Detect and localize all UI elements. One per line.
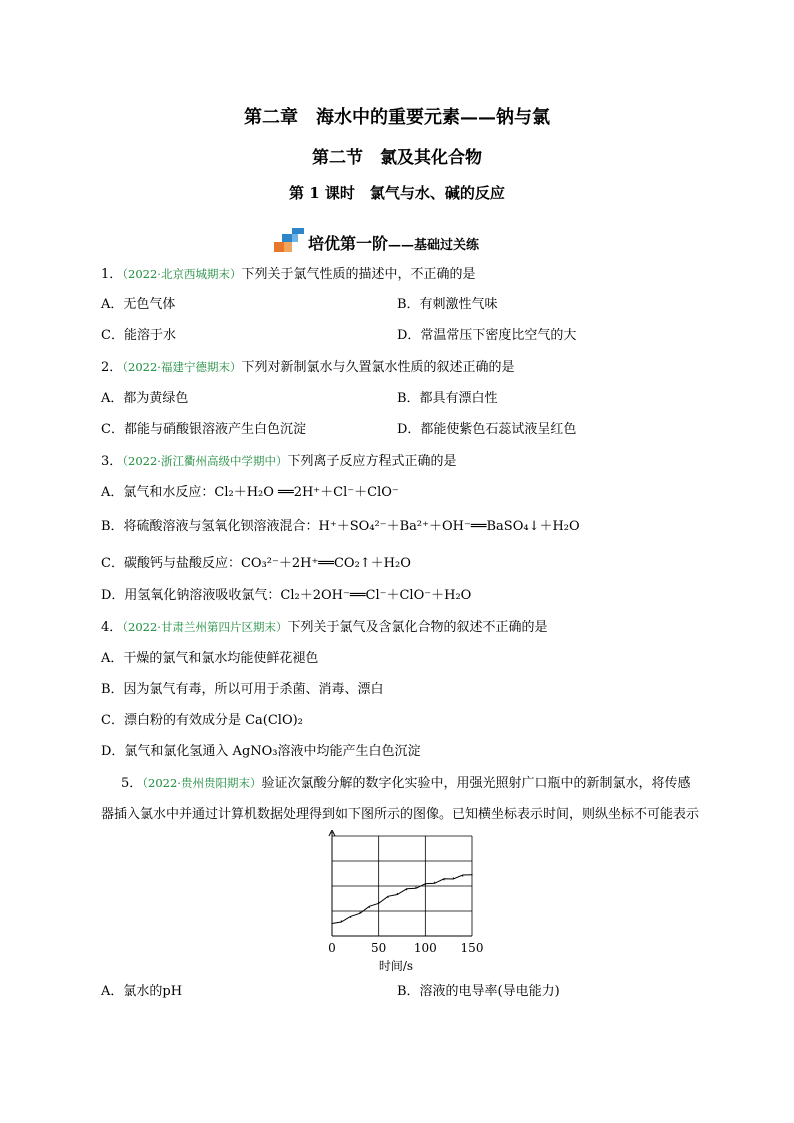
data-point bbox=[415, 887, 416, 888]
banner-main: 培优第一阶 bbox=[308, 234, 389, 253]
data-point bbox=[443, 879, 444, 880]
question-num: 2． bbox=[101, 360, 123, 375]
option-c[interactable]: C．都能与硝酸银溶液产生白色沉淀 bbox=[101, 422, 306, 437]
question-text: 下列关于氯气及含氯化合物的叙述不正确的是 bbox=[287, 620, 548, 635]
question-4-stem bbox=[101, 619, 547, 636]
option-d[interactable]: D．用氢氧化钠溶液吸收氯气：Cl₂＋2OH⁻══Cl⁻＋ClO⁻＋H₂O bbox=[101, 588, 472, 603]
question-text: 下列关于氯气性质的描述中，不正确的是 bbox=[241, 267, 476, 282]
question-source: （2022·浙江衢州高级中学期中） bbox=[122, 454, 288, 468]
question-num: 1． bbox=[101, 267, 123, 282]
line-chart bbox=[318, 830, 498, 975]
data-point bbox=[425, 884, 426, 885]
lesson-title: 第 1 课时 氯气与水、碱的反应 bbox=[289, 184, 505, 202]
banner-sub: ——基础过关练 bbox=[388, 238, 480, 253]
question-2-stem bbox=[101, 359, 514, 376]
section-banner-label bbox=[308, 231, 479, 254]
question-text: 验证次氯酸分解的数字化实验中，用强光照射广口瓶中的新制氯水，将传感 bbox=[261, 776, 691, 791]
question-1-stem bbox=[101, 266, 475, 283]
chapter-title: 第二章 海水中的重要元素——钠与氯 bbox=[244, 107, 550, 128]
data-point bbox=[341, 920, 342, 921]
x-tick-label: 50 bbox=[371, 941, 387, 955]
data-point bbox=[471, 874, 472, 875]
question-3-stem bbox=[101, 453, 456, 470]
question-num: 3． bbox=[101, 454, 123, 469]
data-point bbox=[331, 923, 332, 924]
section-title: 第二节 氯及其化合物 bbox=[312, 148, 482, 168]
stairs-icon bbox=[274, 228, 306, 252]
question-source: （2022·贵州贵阳期末） bbox=[142, 776, 262, 790]
option-a[interactable]: A．都为黄绿色 bbox=[101, 391, 189, 406]
option-a[interactable]: A．氯气和水反应：Cl₂＋H₂O ══2H⁺＋Cl⁻＋ClO⁻ bbox=[101, 485, 399, 500]
question-num: 4． bbox=[101, 620, 123, 635]
data-point bbox=[350, 917, 351, 918]
option-a[interactable]: A．无色气体 bbox=[101, 297, 176, 312]
data-point bbox=[406, 889, 407, 890]
series-line bbox=[332, 875, 472, 924]
x-tick-label: 150 bbox=[460, 941, 484, 955]
data-point bbox=[369, 907, 370, 908]
question-text: 下列对新制氯水与久置氯水性质的叙述正确的是 bbox=[241, 360, 515, 375]
data-point bbox=[462, 875, 463, 876]
option-b[interactable]: B．都具有漂白性 bbox=[397, 391, 498, 406]
option-c[interactable]: C．漂白粉的有效成分是 Ca(ClO)₂ bbox=[101, 713, 303, 728]
question-source: （2022·北京西城期末） bbox=[122, 267, 242, 281]
option-d[interactable]: D．都能使紫色石蕊试液呈红色 bbox=[397, 422, 577, 437]
option-b[interactable]: B．有刺激性气味 bbox=[397, 297, 498, 312]
question-source: （2022·福建宁德期末） bbox=[122, 360, 242, 374]
data-point bbox=[434, 882, 435, 883]
question-source: （2022·甘肃兰州第四片区期末） bbox=[122, 620, 288, 634]
question-num: 5． bbox=[121, 776, 143, 791]
option-d[interactable]: D．常温常压下密度比空气的大 bbox=[397, 328, 577, 343]
option-b[interactable]: B．因为氯气有毒，所以可用于杀菌、消毒、漂白 bbox=[101, 682, 384, 697]
x-axis-label: 时间/s bbox=[378, 959, 414, 973]
question-5-stem bbox=[121, 775, 690, 792]
question-5-stem-line2: 器插入氯水中并通过计算机数据处理得到如下图所示的图像。已知横坐标表示时间，则纵坐标不可能表示 bbox=[101, 807, 700, 822]
option-b[interactable]: B．将硫酸溶液与氢氧化钡溶液混合：H⁺＋SO₄²⁻＋Ba²⁺＋OH⁻══BaSO₄↓＋H₂O bbox=[101, 519, 580, 534]
data-point bbox=[453, 877, 454, 878]
data-point bbox=[397, 893, 398, 894]
option-c[interactable]: C．能溶于水 bbox=[101, 328, 176, 343]
option-a[interactable]: A．氯水的pH bbox=[101, 984, 183, 999]
x-tick-label: 0 bbox=[328, 941, 336, 955]
data-point bbox=[387, 897, 388, 898]
data-point bbox=[359, 912, 360, 913]
data-point bbox=[378, 902, 379, 903]
option-a[interactable]: A．干燥的氯气和氯水均能使鲜花褪色 bbox=[101, 651, 319, 666]
option-c[interactable]: C．碳酸钙与盐酸反应：CO₃²⁻＋2H⁺══CO₂↑＋H₂O bbox=[101, 556, 411, 571]
question-text: 下列离子反应方程式正确的是 bbox=[287, 454, 457, 469]
option-d[interactable]: D．氯气和氯化氢通入 AgNO₃溶液中均能产生白色沉淀 bbox=[101, 744, 421, 759]
option-b[interactable]: B．溶液的电导率(导电能力) bbox=[397, 984, 560, 999]
x-tick-label: 100 bbox=[413, 941, 437, 955]
